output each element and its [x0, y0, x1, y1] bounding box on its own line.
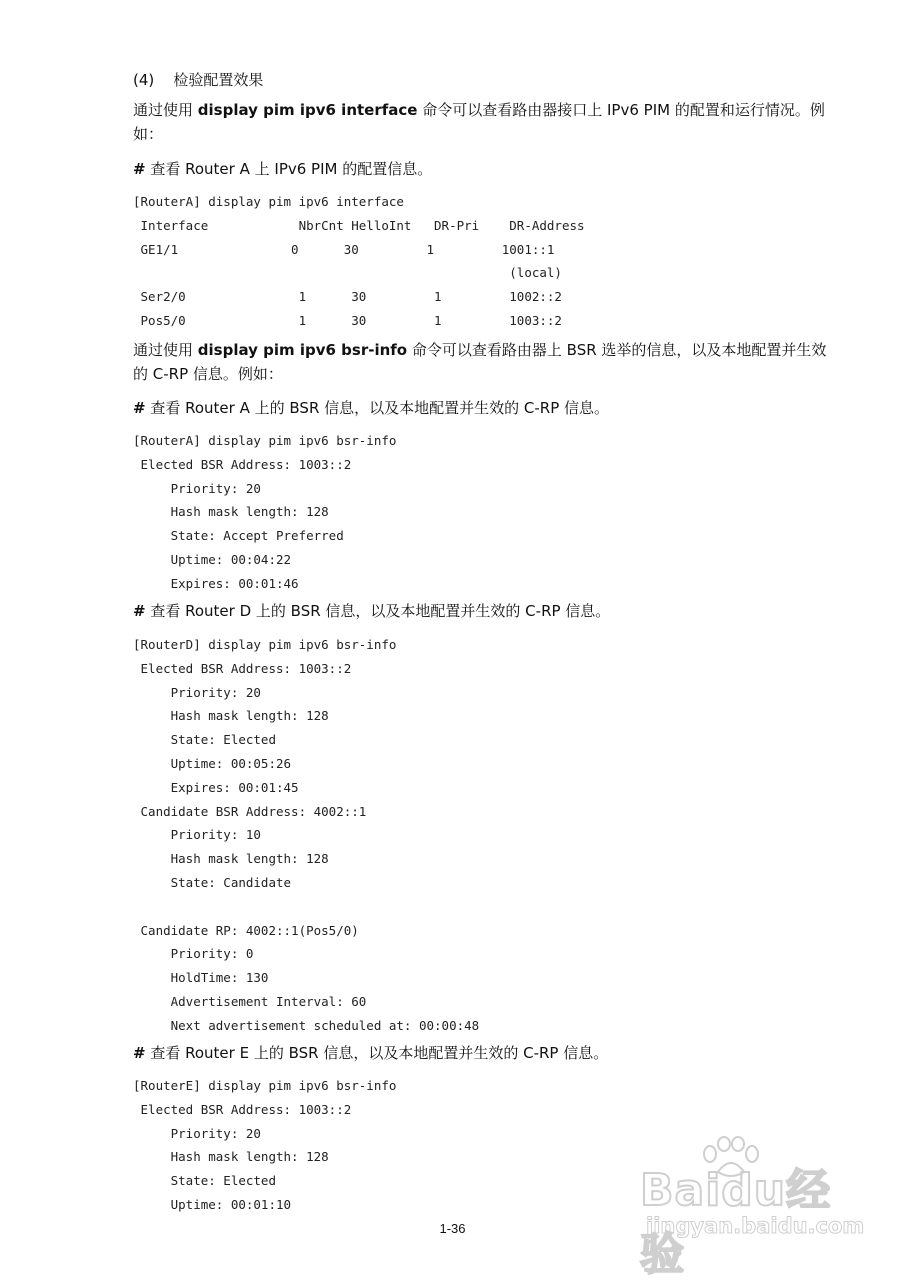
note-router-d-bsr	[133, 599, 833, 623]
code-line: Priority: 20	[133, 480, 261, 496]
code-line: Priority: 0	[133, 946, 254, 962]
code-line: [RouterD] display pim ipv6 bsr-info	[133, 637, 397, 652]
command-display-pim-ipv6-bsr-info: display pim ipv6 bsr-info	[197, 341, 408, 359]
hash-mark: #	[133, 602, 146, 620]
section-title: 检验配置效果	[173, 71, 264, 89]
code-line: Uptime: 00:01:10	[133, 1196, 292, 1212]
code-line: GE1/1 0 30 1 1001::1	[133, 241, 555, 257]
note-router-e-bsr	[133, 1041, 833, 1065]
code-line: Elected BSR Address: 1003::2	[133, 456, 352, 472]
code-line: State: Elected	[133, 1173, 276, 1189]
hash-mark: #	[133, 160, 146, 178]
code-line: State: Accept Preferred	[133, 528, 344, 544]
code-line: State: Candidate	[133, 874, 292, 890]
command-display-pim-ipv6-interface: display pim ipv6 interface	[197, 101, 418, 119]
code-line: Expires: 00:01:46	[133, 575, 299, 591]
code-line: Priority: 20	[133, 684, 261, 700]
code-line: Hash mask length: 128	[133, 504, 329, 520]
paragraph-interface	[133, 98, 833, 146]
note-text: 查看 Router E 上的 BSR 信息，以及本地配置并生效的 C-RP 信息。	[145, 1044, 609, 1062]
code-line: Uptime: 00:04:22	[133, 551, 292, 567]
section-heading	[133, 68, 833, 92]
code-line: Advertisement Interval: 60	[133, 993, 367, 1009]
code-block-router-d-bsr	[133, 633, 479, 1038]
code-line: Candidate RP: 4002::1(Pos5/0)	[133, 922, 359, 938]
code-line: Expires: 00:01:45	[133, 779, 299, 795]
note-router-a-interface	[133, 157, 833, 181]
para2-text-pre: 通过使用	[133, 341, 198, 359]
code-line: Hash mask length: 128	[133, 851, 329, 867]
code-line: Elected BSR Address: 1003::2	[133, 660, 352, 676]
paragraph-bsr-info	[133, 338, 833, 386]
code-line: HoldTime: 130	[133, 970, 269, 986]
note-router-a-bsr	[133, 396, 833, 420]
code-line: Candidate BSR Address: 4002::1	[133, 803, 367, 819]
para1-text-post: 命令可以查看路由器接口上 IPv6 PIM 的配置和运行情况。例如：	[133, 101, 825, 143]
watermark-brand: Baidu经验	[640, 1165, 832, 1280]
note-text: 查看 Router A 上 IPv6 PIM 的配置信息。	[145, 160, 433, 178]
para2-text-post: 命令可以查看路由器上 BSR 选举的信息，以及本地配置并生效的 C-RP 信息。例如：	[133, 341, 827, 383]
code-block-router-a-interface	[133, 190, 585, 333]
code-block-router-a-bsr	[133, 429, 396, 596]
code-line: Interface NbrCnt HelloInt DR-Pri DR-Address	[133, 217, 585, 233]
code-line: (local)	[133, 265, 562, 281]
code-line: Priority: 20	[133, 1125, 261, 1141]
hash-mark: #	[133, 1044, 146, 1062]
code-line: State: Elected	[133, 732, 276, 748]
code-line: Hash mask length: 128	[133, 1149, 329, 1165]
baidu-jingyan-watermark	[640, 1140, 865, 1280]
code-line: Pos5/0 1 30 1 1003::2	[133, 312, 562, 328]
section-number: (4)	[133, 71, 155, 89]
code-block-router-e-bsr	[133, 1074, 396, 1217]
para1-text-pre: 通过使用	[133, 101, 198, 119]
note-text: 查看 Router D 上的 BSR 信息，以及本地配置并生效的 C-RP 信息。	[145, 602, 611, 620]
code-line: Priority: 10	[133, 827, 261, 843]
code-line: [RouterA] display pim ipv6 bsr-info	[133, 433, 397, 448]
code-line	[133, 895, 479, 919]
code-line: Elected BSR Address: 1003::2	[133, 1101, 352, 1117]
page-number: 1-36	[439, 1221, 466, 1236]
hash-mark: #	[133, 399, 146, 417]
code-line: [RouterE] display pim ipv6 bsr-info	[133, 1078, 397, 1093]
code-line: Hash mask length: 128	[133, 708, 329, 724]
code-line: [RouterA] display pim ipv6 interface	[133, 194, 404, 209]
code-line: Uptime: 00:05:26	[133, 755, 292, 771]
watermark-url: jingyan.baidu.com	[646, 1214, 865, 1238]
note-text: 查看 Router A 上的 BSR 信息，以及本地配置并生效的 C-RP 信息。	[145, 399, 610, 417]
code-line: Ser2/0 1 30 1 1002::2	[133, 289, 562, 305]
code-line: Next advertisement scheduled at: 00:00:48	[133, 1017, 480, 1033]
